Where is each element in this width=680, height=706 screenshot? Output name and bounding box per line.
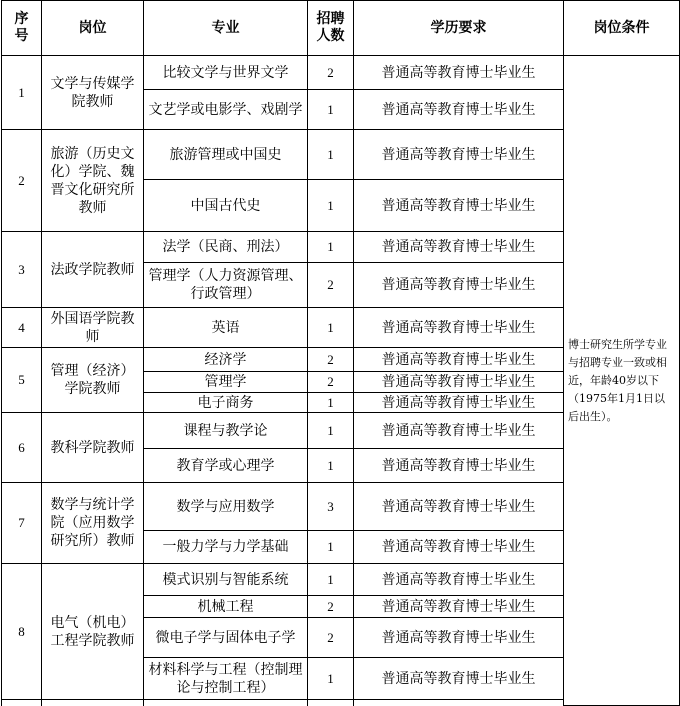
count-cell: 1 [308, 449, 354, 483]
count-cell: 2 [308, 56, 354, 90]
major-cell: 旅游管理或中国史 [144, 130, 308, 180]
table-row [2, 56, 680, 90]
header-education: 学历要求 [354, 1, 564, 56]
major-cell: 管理学（人力资源管理、行政管理） [144, 263, 308, 308]
count-cell: 1 [308, 308, 354, 348]
education-cell: 普通高等教育博士毕业生 [354, 372, 564, 393]
education-cell: 普通高等教育博士毕业生 [354, 483, 564, 531]
position-cell: 教科学院教师 [42, 413, 144, 483]
major-cell: 管理学 [144, 372, 308, 393]
seq-cell: 4 [2, 308, 42, 348]
major-cell: 比较文学与世界文学 [144, 56, 308, 90]
position-cell: 法政学院教师 [42, 232, 144, 308]
education-cell: 普通高等教育博士毕业生 [354, 658, 564, 700]
major-cell: 材料科学与工程（控制理论与控制工程） [144, 658, 308, 700]
position-cell: 电气（机电）工程学院教师 [42, 564, 144, 700]
major-cell: 法学（民商、刑法） [144, 232, 308, 263]
education-cell: 普通高等教育博士毕业生 [354, 308, 564, 348]
education-cell: 普通高等教育博士毕业生 [354, 596, 564, 618]
seq-cell: 5 [2, 348, 42, 413]
seq-cell: 8 [2, 564, 42, 700]
conditions-cell: 博士研究生所学专业与招聘专业一致或相近，年龄40岁以下（1975年1月1日以后出生）。 [564, 56, 680, 706]
education-cell: 普通高等教育博士毕业生 [354, 90, 564, 130]
header-conditions: 岗位条件 [564, 1, 680, 56]
education-cell: 普通高等教育博士毕业生 [354, 180, 564, 232]
education-cell: 普通高等教育博士毕业生 [354, 449, 564, 483]
count-cell: 1 [308, 90, 354, 130]
education-cell: 普通高等教育博士毕业生 [354, 348, 564, 372]
position-cell: 外国语学院教师 [42, 308, 144, 348]
count-cell: 1 [308, 564, 354, 596]
count-cell: 1 [308, 180, 354, 232]
major-cell: 机械工程 [144, 596, 308, 618]
count-cell: 1 [308, 413, 354, 449]
major-cell: 一般力学与力学基础 [144, 531, 308, 564]
position-cell: 文学与传媒学院教师 [42, 56, 144, 130]
count-cell: 1 [308, 658, 354, 700]
header-count: 招聘人数 [308, 1, 354, 56]
education-cell: 普通高等教育博士毕业生 [354, 618, 564, 658]
header-major: 专业 [144, 1, 308, 56]
count-cell: 2 [308, 596, 354, 618]
header-seq: 序号 [2, 1, 42, 56]
seq-cell: 6 [2, 413, 42, 483]
major-cell: 模式识别与智能系统 [144, 564, 308, 596]
education-cell: 普通高等教育博士毕业生 [354, 564, 564, 596]
major-cell: 微电子学与固体电子学 [144, 618, 308, 658]
recruitment-table [1, 0, 680, 706]
count-cell: 2 [308, 348, 354, 372]
count-cell: 1 [308, 130, 354, 180]
count-cell: 1 [308, 232, 354, 263]
education-cell: 普通高等教育博士毕业生 [354, 531, 564, 564]
education-cell: 普通高等教育博士毕业生 [354, 263, 564, 308]
major-cell: 数学与应用数学 [144, 483, 308, 531]
count-cell: 3 [308, 483, 354, 531]
position-cell: 旅游（历史文化）学院、魏晋文化研究所教师 [42, 130, 144, 232]
count-cell: 2 [308, 372, 354, 393]
position-cell: 管理（经济）学院教师 [42, 348, 144, 413]
major-cell: 中国古代史 [144, 180, 308, 232]
major-cell: 经济学 [144, 348, 308, 372]
position-cell: 数学与统计学院（应用数学研究所）教师 [42, 483, 144, 564]
seq-cell: 7 [2, 483, 42, 564]
education-cell: 普通高等教育博士毕业生 [354, 413, 564, 449]
count-cell: 1 [308, 531, 354, 564]
major-cell: 电子商务 [144, 393, 308, 413]
major-cell: 文艺学或电影学、戏剧学 [144, 90, 308, 130]
seq-cell: 2 [2, 130, 42, 232]
count-cell: 1 [308, 393, 354, 413]
education-cell: 普通高等教育博士毕业生 [354, 232, 564, 263]
seq-cell: 3 [2, 232, 42, 308]
header-position: 岗位 [42, 1, 144, 56]
major-cell: 教育学或心理学 [144, 449, 308, 483]
education-cell: 普通高等教育博士毕业生 [354, 56, 564, 90]
header-row [2, 1, 680, 56]
education-cell: 普通高等教育博士毕业生 [354, 393, 564, 413]
major-cell: 英语 [144, 308, 308, 348]
education-cell: 普通高等教育博士毕业生 [354, 130, 564, 180]
seq-cell: 1 [2, 56, 42, 130]
count-cell: 2 [308, 618, 354, 658]
count-cell: 2 [308, 263, 354, 308]
major-cell: 课程与教学论 [144, 413, 308, 449]
